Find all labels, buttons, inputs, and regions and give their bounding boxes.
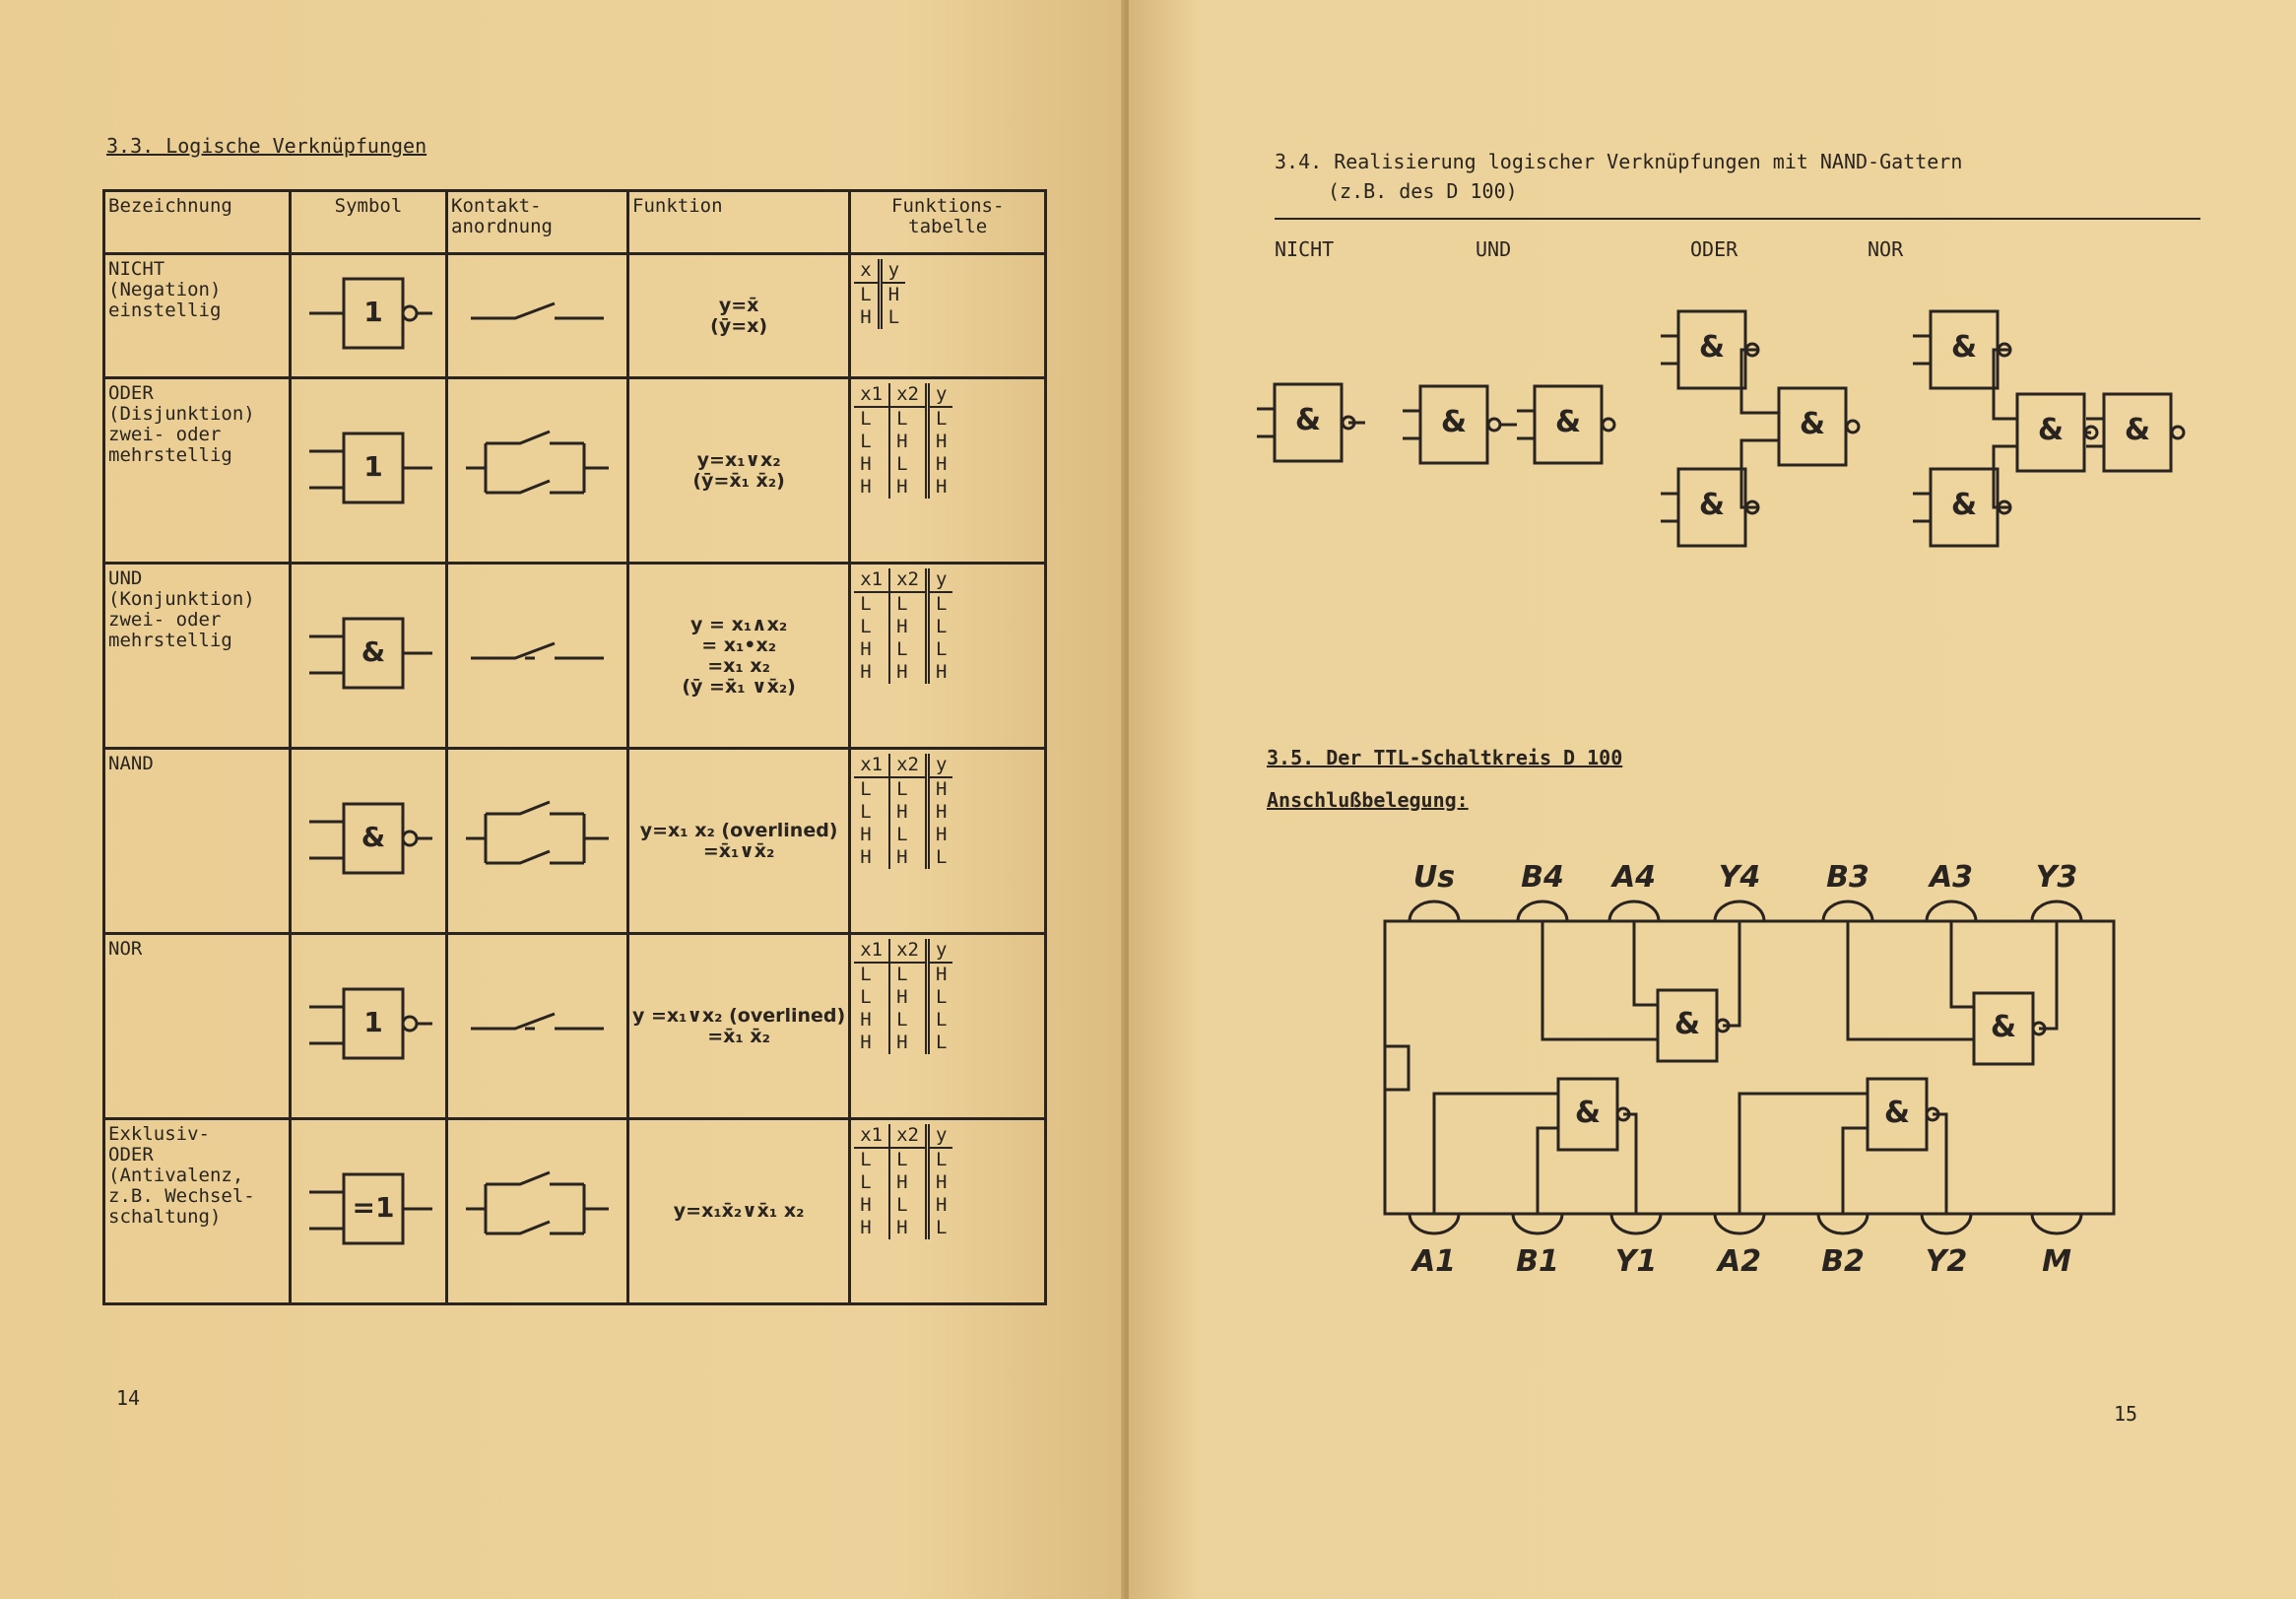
chip-pin-top [1518, 901, 1567, 921]
truth-cell: H [936, 476, 948, 498]
bezeichnung-line: mehrstellig [108, 444, 232, 466]
chip-pin-bottom [2032, 1214, 2081, 1233]
truth-table [854, 939, 952, 1054]
truth-cell: H [887, 284, 900, 305]
truth-cell: L [936, 1009, 948, 1031]
negation-bubble [403, 306, 417, 320]
truth-header-cell: x1 [854, 754, 889, 777]
truth-cell: L [889, 407, 927, 431]
bezeichnung-line: (Negation) [108, 279, 222, 300]
top-pin-label: Y4 [1718, 860, 1761, 895]
cell-bezeichnung [104, 1119, 291, 1304]
truth-row [854, 846, 952, 869]
cell-funktionstabelle [850, 378, 1046, 564]
contact-arrangement [456, 784, 619, 893]
chip-pin-bottom [1611, 1214, 1661, 1233]
truth-cell: H [889, 1032, 927, 1054]
contact-arrangement [456, 259, 619, 367]
chip-pin-top [1715, 901, 1764, 921]
truth-header-cell: y [928, 383, 953, 407]
truth-cell: H [936, 661, 948, 683]
cell-funktionstabelle [850, 934, 1046, 1119]
cell-bezeichnung [104, 378, 291, 564]
truth-cell: H [936, 1171, 948, 1193]
chip-nand-label: & [1883, 1096, 1911, 1130]
truth-cell: L [854, 986, 889, 1009]
cell-bezeichnung [104, 254, 291, 378]
truth-header-row [854, 259, 905, 283]
page-number-right: 15 [2114, 1402, 2138, 1426]
truth-cell: L [889, 777, 927, 801]
truth-cell: H [854, 453, 889, 476]
truth-cell: L [936, 638, 948, 660]
function-line: =x̄₁∨x̄₂ [702, 839, 775, 862]
truth-cell: H [854, 476, 889, 499]
truth-table [854, 754, 952, 869]
nand-gate [2086, 394, 2184, 471]
truth-cell: L [889, 1009, 927, 1032]
function-line: (ȳ=x) [710, 314, 768, 337]
label-nor: NOR [1868, 237, 1904, 261]
section-title-3-5: 3.5. Der TTL-Schaltkreis D 100 [1267, 746, 1623, 769]
bezeichnung-line: (Konjunktion) [108, 588, 255, 610]
truth-cell: H [936, 431, 948, 452]
truth-cell: L [889, 592, 927, 616]
truth-row [854, 824, 952, 846]
bezeichnung-line: NAND [108, 753, 154, 774]
function-line: y =x₁∨x₂ (overlined) [632, 1004, 846, 1027]
truth-cell: H [889, 801, 927, 824]
truth-header-cell: x1 [854, 1124, 889, 1148]
truth-cell: H [854, 1194, 889, 1217]
truth-header-row [854, 939, 952, 963]
bottom-pin-label: A2 [1717, 1244, 1762, 1279]
negation-bubble [403, 1017, 417, 1031]
function-line: =x̄₁ x̄₂ [707, 1025, 770, 1047]
cell-funktion [628, 254, 850, 378]
truth-cell: H [854, 306, 880, 329]
truth-row [854, 986, 952, 1009]
cell-symbol [291, 378, 447, 564]
cell-bezeichnung [104, 749, 291, 934]
truth-cell: H [889, 846, 927, 869]
nand-gate-label: & [1950, 488, 1978, 522]
bezeichnung-line: (Disjunktion) [108, 403, 255, 425]
contact-arrangement [456, 414, 619, 522]
header-bezeichnung: Bezeichnung [104, 191, 291, 254]
truth-row [854, 777, 952, 801]
truth-cell: L [889, 1148, 927, 1171]
truth-cell: H [854, 1009, 889, 1032]
nand-gate-label: & [1799, 407, 1826, 441]
truth-cell: L [854, 1148, 889, 1171]
truth-header-cell: y [928, 1124, 953, 1148]
truth-cell: H [889, 986, 927, 1009]
gate-label: 1 [363, 450, 383, 483]
chip-wire [1542, 921, 1739, 1039]
contact-switch [471, 643, 604, 658]
nand-gate-label: & [2037, 413, 2065, 447]
truth-cell: H [854, 638, 889, 661]
logic-table [102, 189, 1047, 1305]
bezeichnung-line: Exklusiv- [108, 1123, 210, 1145]
truth-header-cell: y [928, 939, 953, 963]
nand-gate [2000, 394, 2097, 471]
bezeichnung-line: schaltung) [108, 1206, 222, 1228]
bottom-pin-label: Y2 [1925, 1244, 1968, 1279]
chip-notch [1385, 1046, 1409, 1090]
function-line: y=x₁x̄₂∨x̄₁ x₂ [673, 1200, 805, 1222]
chip-pin-top [1410, 901, 1459, 921]
cell-funktion [628, 1119, 850, 1304]
cell-funktion [628, 749, 850, 934]
bezeichnung-line: NICHT [108, 258, 165, 280]
truth-cell: H [854, 1032, 889, 1054]
nand-gate-label: & [1950, 330, 1978, 365]
bottom-pin-label: B2 [1821, 1244, 1865, 1279]
header-funktion: Funktion [628, 191, 850, 254]
truth-table [854, 383, 952, 499]
truth-cell: L [936, 846, 948, 868]
chip-nand-label: & [1673, 1007, 1701, 1041]
nand-gate-label: & [1554, 405, 1582, 439]
cell-kontakt [447, 254, 628, 378]
truth-row [854, 592, 952, 616]
truth-cell: H [889, 1217, 927, 1239]
nand-gate-label: & [1698, 330, 1726, 365]
truth-header-cell: x1 [854, 939, 889, 963]
top-pin-label: A3 [1929, 860, 1974, 895]
gate-symbol [299, 969, 437, 1078]
bezeichnung-line: ODER [108, 1144, 154, 1166]
bottom-pin-label: M [2042, 1244, 2071, 1279]
truth-header-cell: x2 [889, 383, 927, 407]
bezeichnung-line: ODER [108, 382, 154, 404]
nand-bubble [2172, 427, 2184, 438]
truth-cell: L [854, 592, 889, 616]
bezeichnung-line: zwei- oder [108, 424, 222, 445]
table-header-row [104, 191, 1046, 254]
truth-row [854, 1217, 952, 1239]
table-row [104, 1119, 1046, 1304]
function-line: (ȳ =x̄₁ ∨x̄₂) [682, 675, 796, 698]
truth-cell: H [936, 453, 948, 475]
truth-cell: L [854, 616, 889, 638]
truth-cell: L [889, 963, 927, 986]
function-line: y = x₁∧x₂ [690, 613, 788, 635]
bezeichnung-line: mehrstellig [108, 630, 232, 651]
gate-symbol [299, 599, 437, 707]
header-funktionstabelle: Funktions- tabelle [850, 191, 1046, 254]
contact-arrangement [456, 599, 619, 707]
truth-cell: L [854, 1171, 889, 1194]
truth-row [854, 638, 952, 661]
cell-bezeichnung [104, 934, 291, 1119]
truth-table [854, 1124, 952, 1239]
truth-cell: H [889, 431, 927, 453]
bezeichnung-line: einstellig [108, 300, 222, 321]
bottom-pin-label: Y1 [1614, 1244, 1658, 1279]
cell-symbol [291, 749, 447, 934]
truth-cell: H [936, 1194, 948, 1216]
contact-switch [471, 1014, 604, 1029]
truth-row [854, 306, 905, 329]
truth-cell: L [854, 431, 889, 453]
gate-symbol [299, 1155, 437, 1263]
chip-pin-bottom [1513, 1214, 1562, 1233]
cell-funktionstabelle [850, 254, 1046, 378]
truth-cell: L [854, 407, 889, 431]
truth-cell: L [854, 801, 889, 824]
contact-arrangement [456, 969, 619, 1078]
page-number-left: 14 [116, 1386, 141, 1410]
truth-row [854, 801, 952, 824]
truth-header-cell: x [854, 259, 880, 283]
truth-row [854, 476, 952, 499]
cell-symbol [291, 934, 447, 1119]
cell-kontakt [447, 749, 628, 934]
truth-cell: L [936, 1149, 948, 1170]
chip-pin-top [1823, 901, 1872, 921]
section-subtitle-3-4: (z.B. des D 100) [1328, 179, 1518, 203]
contact-parallel [466, 802, 609, 863]
table-row [104, 378, 1046, 564]
function-line: y=x̄ [718, 294, 759, 316]
truth-header-cell: x1 [854, 568, 889, 592]
chip-body [1385, 921, 2114, 1214]
chip-nand-gate [1868, 1079, 1938, 1150]
truth-header-cell: x2 [889, 939, 927, 963]
truth-cell: L [936, 616, 948, 637]
truth-cell: L [889, 824, 927, 846]
truth-cell: H [936, 964, 948, 985]
cell-funktion [628, 564, 850, 749]
truth-table [854, 568, 952, 684]
truth-cell: H [889, 661, 927, 684]
truth-cell: L [936, 408, 948, 430]
pin-title: Anschlußbelegung: [1267, 788, 1469, 812]
truth-table [854, 259, 905, 329]
truth-cell: H [889, 476, 927, 499]
top-pin-label: Us [1412, 860, 1456, 895]
cell-kontakt [447, 1119, 628, 1304]
gate-label: =1 [352, 1191, 395, 1224]
label-oder: ODER [1690, 237, 1738, 261]
nand-realizations-diagram [1129, 276, 2296, 571]
gate-symbol [299, 414, 437, 522]
chip-pin-bottom [1818, 1214, 1868, 1233]
right-page [1129, 0, 2296, 1599]
top-pin-label: B4 [1521, 860, 1564, 895]
table-row [104, 749, 1046, 934]
function-line: y=x₁ x₂ (overlined) [639, 819, 838, 841]
nand-bubble [1603, 419, 1614, 431]
truth-header-row [854, 383, 952, 407]
bottom-pin-label: B1 [1516, 1244, 1559, 1279]
truth-header-cell: x2 [889, 568, 927, 592]
header-symbol: Symbol [291, 191, 447, 254]
truth-cell: H [936, 778, 948, 800]
bezeichnung-line: NOR [108, 938, 143, 960]
function-line: =x₁ x₂ [707, 654, 770, 677]
chip-pin-bottom [1922, 1214, 1971, 1233]
nand-gate-label: & [1294, 403, 1322, 437]
chip-nand-gate [1558, 1079, 1629, 1150]
cell-funktionstabelle [850, 749, 1046, 934]
truth-header-cell: x2 [889, 754, 927, 777]
table-row [104, 254, 1046, 378]
truth-cell: L [889, 638, 927, 661]
truth-cell: H [889, 1171, 927, 1194]
truth-cell: L [889, 1194, 927, 1217]
contact-arrangement [456, 1155, 619, 1263]
chip-pin-top [1609, 901, 1659, 921]
contact-parallel [466, 432, 609, 493]
truth-header-row [854, 1124, 952, 1148]
top-pin-label: B3 [1826, 860, 1870, 895]
label-und: UND [1476, 237, 1512, 261]
truth-cell: H [854, 1217, 889, 1239]
label-nicht: NICHT [1275, 237, 1335, 261]
gate-label: & [361, 635, 386, 668]
chip-pin-top [2032, 901, 2081, 921]
contact-switch [471, 303, 604, 318]
bottom-pin-label: A1 [1411, 1244, 1457, 1279]
title-rule [1275, 218, 2200, 220]
gate-symbol [299, 784, 437, 893]
truth-header-cell: x1 [854, 383, 889, 407]
cell-kontakt [447, 378, 628, 564]
cell-kontakt [447, 934, 628, 1119]
nand-gate-label: & [2124, 413, 2151, 447]
cell-funktion [628, 934, 850, 1119]
gate-label: & [361, 821, 386, 853]
cell-symbol [291, 1119, 447, 1304]
truth-row [854, 1009, 952, 1032]
cell-funktionstabelle [850, 1119, 1046, 1304]
table-row [104, 934, 1046, 1119]
truth-row [854, 431, 952, 453]
gate-label: 1 [363, 1006, 383, 1038]
cell-funktionstabelle [850, 564, 1046, 749]
chip-wire [1434, 1094, 1636, 1214]
nand-bubble [1847, 421, 1859, 433]
top-pin-label: Y3 [2035, 860, 2078, 895]
cell-symbol [291, 564, 447, 749]
chip-nand-gate [1658, 990, 1729, 1061]
nand-gate [1761, 388, 1859, 465]
gate-label: 1 [363, 296, 383, 328]
d100-chip-diagram [1129, 837, 2296, 1310]
truth-header-cell: x2 [889, 1124, 927, 1148]
truth-header-row [854, 754, 952, 777]
truth-header-cell: y [928, 568, 953, 592]
truth-row [854, 1194, 952, 1217]
nand-bubble [1488, 419, 1500, 431]
cell-symbol [291, 254, 447, 378]
nand-gate-label: & [1698, 488, 1726, 522]
chip-wire [1848, 921, 2057, 1039]
truth-cell: H [936, 824, 948, 845]
bezeichnung-line: z.B. Wechsel- [108, 1185, 255, 1207]
chip-pin-bottom [1410, 1214, 1459, 1233]
bezeichnung-line: (Antivalenz, [108, 1165, 244, 1186]
truth-header-row [854, 568, 952, 592]
truth-row [854, 1032, 952, 1054]
truth-cell: L [889, 453, 927, 476]
truth-cell: H [854, 661, 889, 684]
truth-row [854, 616, 952, 638]
chip-pin-top [1927, 901, 1976, 921]
header-kontakt: Kontakt- anordnung [447, 191, 628, 254]
truth-cell: L [936, 1217, 948, 1238]
left-page [0, 0, 1125, 1599]
nand-gate [1257, 384, 1354, 461]
chip-nand-label: & [1990, 1010, 2017, 1044]
bezeichnung-line: UND [108, 567, 143, 589]
top-pin-label: A4 [1611, 860, 1657, 895]
truth-cell: H [854, 824, 889, 846]
cell-funktion [628, 378, 850, 564]
truth-cell: H [936, 801, 948, 823]
bezeichnung-line: zwei- oder [108, 609, 222, 631]
cell-bezeichnung [104, 564, 291, 749]
function-line: = x₁•x₂ [701, 633, 777, 656]
truth-row [854, 453, 952, 476]
truth-cell: L [936, 986, 948, 1008]
table-row [104, 564, 1046, 749]
truth-row [854, 661, 952, 684]
truth-cell: H [854, 846, 889, 869]
chip-nand-label: & [1574, 1096, 1602, 1130]
truth-header-cell: y [880, 259, 905, 283]
truth-cell: H [889, 616, 927, 638]
truth-cell: L [854, 283, 880, 306]
truth-row [854, 407, 952, 431]
chip-wire [1739, 1094, 1946, 1214]
nand-gate [1403, 386, 1500, 463]
nand-gate [1517, 386, 1614, 463]
truth-row [854, 963, 952, 986]
truth-cell: L [854, 963, 889, 986]
gate-symbol [299, 259, 437, 367]
truth-row [854, 283, 905, 306]
section-title-3-3: 3.3. Logische Verknüpfungen [106, 134, 427, 158]
negation-bubble [403, 832, 417, 845]
truth-row [854, 1148, 952, 1171]
contact-parallel [466, 1172, 609, 1233]
chip-nand-gate [1974, 993, 2045, 1064]
cell-kontakt [447, 564, 628, 749]
function-line: y=x₁∨x₂ [696, 448, 781, 471]
truth-cell: L [854, 777, 889, 801]
truth-header-cell: y [928, 754, 953, 777]
chip-pin-bottom [1715, 1214, 1764, 1233]
section-title-3-4: 3.4. Realisierung logischer Verknüpfungen mit NAND-Gattern [1275, 150, 1963, 173]
truth-cell: L [936, 593, 948, 615]
nand-gate-label: & [1440, 405, 1468, 439]
truth-row [854, 1171, 952, 1194]
truth-cell: L [936, 1032, 948, 1053]
function-line: (ȳ=x̄₁ x̄₂) [692, 469, 785, 492]
truth-cell: L [887, 306, 900, 328]
